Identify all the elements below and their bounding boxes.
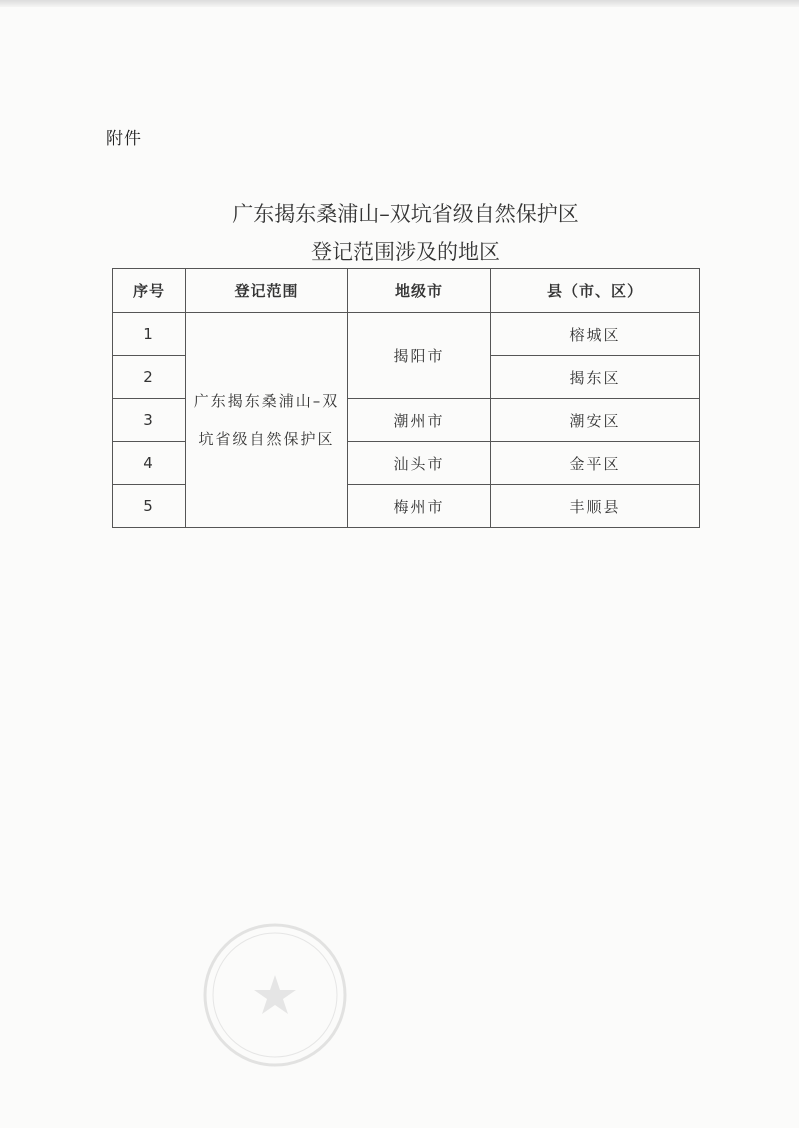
annex-label: 附件 [106, 129, 142, 149]
county-cell: 揭东区 [491, 356, 700, 399]
county-cell: 榕城区 [491, 313, 700, 356]
city-cell: 汕头市 [348, 442, 491, 485]
city-cell: 梅州市 [348, 485, 491, 528]
document-title-line1: 广东揭东桑浦山–双坑省级自然保护区 [232, 202, 579, 226]
county-cell: 金平区 [491, 442, 700, 485]
scope-cell: 广东揭东桑浦山–双坑省级自然保护区 [186, 313, 348, 528]
header-no: 序号 [113, 269, 186, 313]
document-title-line2: 登记范围涉及的地区 [311, 240, 500, 264]
row-no: 3 [113, 399, 186, 442]
header-city: 地级市 [348, 269, 491, 313]
row-no: 1 [113, 313, 186, 356]
table-header-row [113, 269, 700, 313]
county-cell: 丰顺县 [491, 485, 700, 528]
faint-seal-stamp [200, 920, 350, 1070]
row-no: 5 [113, 485, 186, 528]
header-county: 县（市、区） [491, 269, 700, 313]
row-no: 4 [113, 442, 186, 485]
table-row [113, 313, 700, 356]
county-cell: 潮安区 [491, 399, 700, 442]
city-cell: 潮州市 [348, 399, 491, 442]
header-scope: 登记范围 [186, 269, 348, 313]
city-cell: 揭阳市 [348, 313, 491, 399]
registration-table [112, 268, 700, 528]
scan-edge [0, 0, 799, 7]
row-no: 2 [113, 356, 186, 399]
